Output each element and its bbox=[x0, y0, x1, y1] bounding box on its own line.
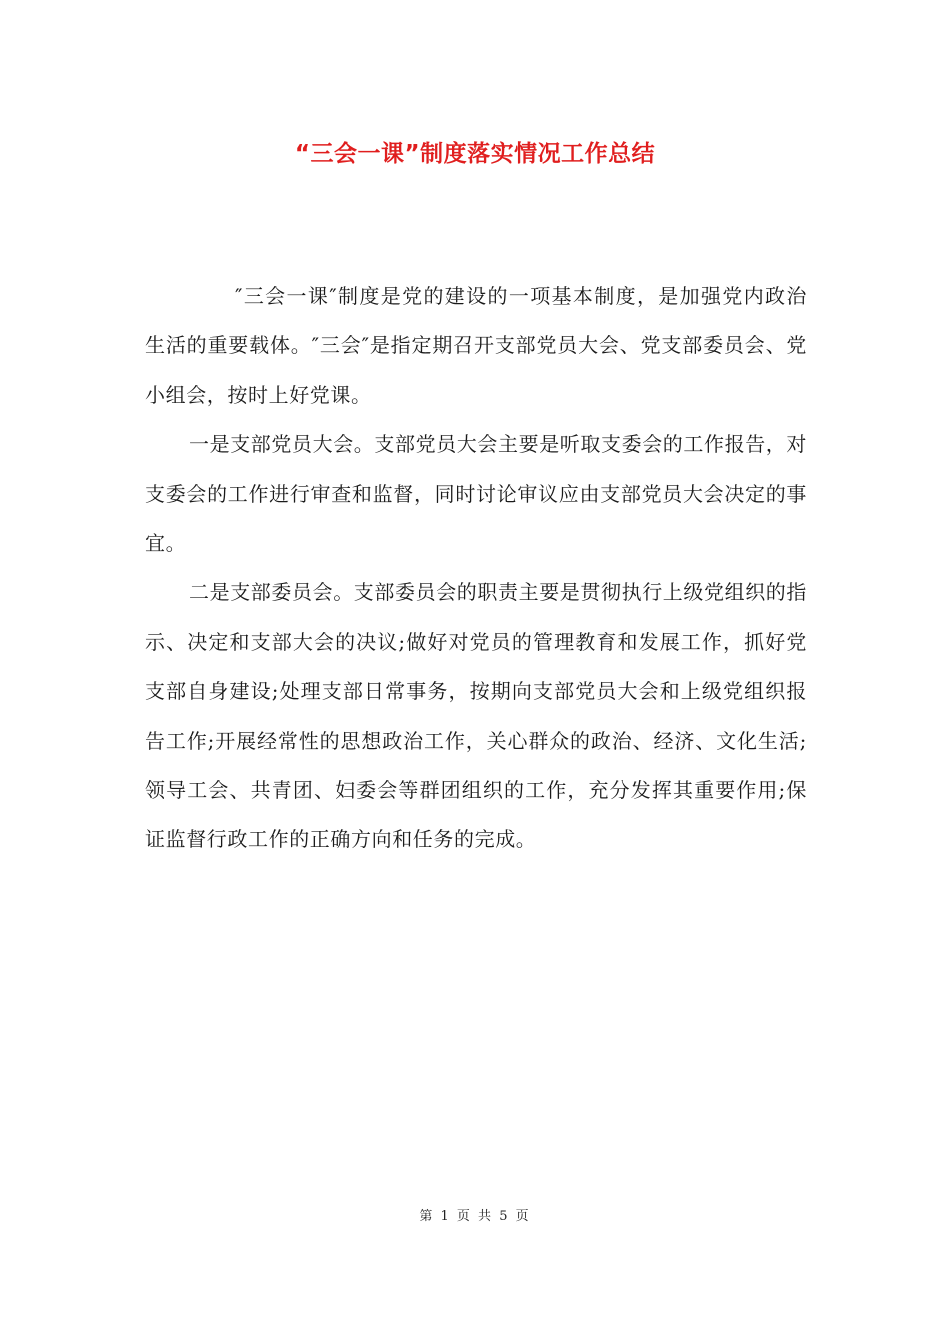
document-title: “三会一课”制度落实情况工作总结 bbox=[294, 141, 656, 167]
document-body bbox=[145, 272, 807, 865]
paragraph-branch-general-meeting: 一是支部党员大会。支部党员大会主要是听取支委会的工作报告，对支委会的工作进行审查和监督，同时讨论审议应由支部党员大会决定的事宜。 bbox=[145, 432, 807, 556]
page-number-footer: 第 1 页 共 5 页 bbox=[419, 1209, 531, 1224]
paragraph-branch-committee: 二是支部委员会。支部委员会的职责主要是贯彻执行上级党组织的指示、决定和支部大会的决议;做好对党员的管理教育和发展工作，抓好党支部自身建设;处理支部日常事务，按期向支部党员大会和上级党组织报告工作;开展经常性的思想政治工作，关心群众的政治、经济、文化生活;领导工会、共青团、妇委会等群团组织的工作，充分发挥其重要作用;保证监督行政工作的正确方向和任务的完成。 bbox=[145, 580, 807, 852]
paragraph-intro: ″三会一课″制度是党的建设的一项基本制度，是加强党内政治生活的重要载体。″三会″是指定期召开支部党员大会、党支部委员会、党小组会，按时上好党课。 bbox=[145, 284, 807, 407]
